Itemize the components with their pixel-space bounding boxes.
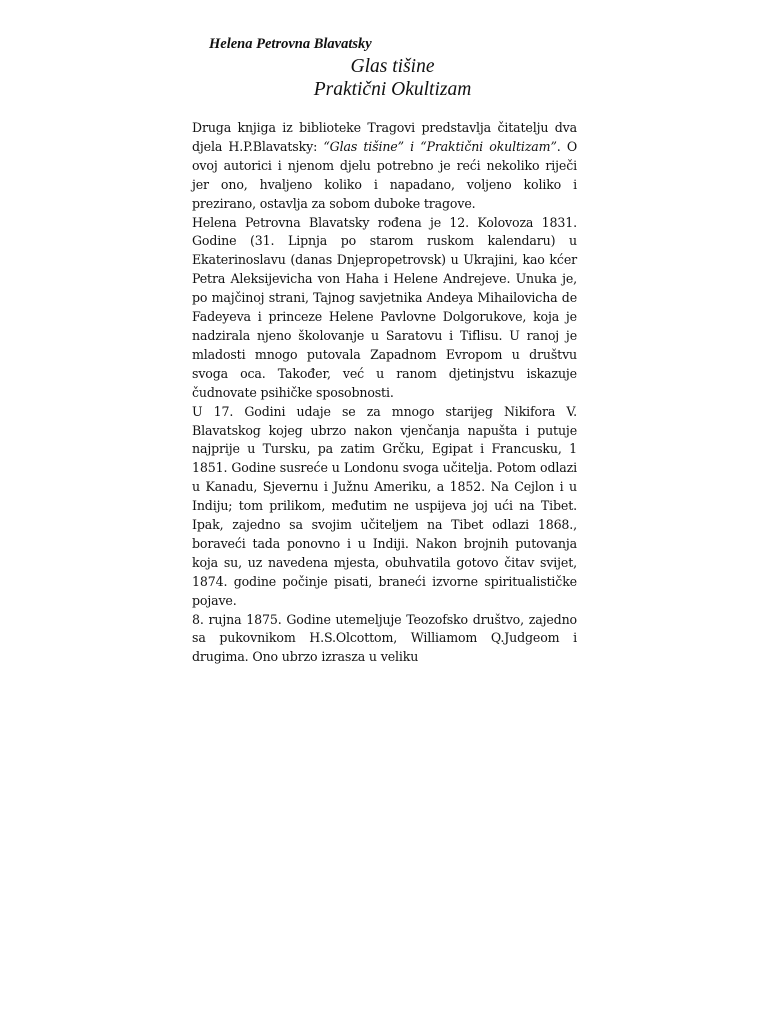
paragraph-4: 8. rujna 1875. Godine utemeljuje Teozofsko društvo, zajedno sa pukovnikom H.S.Olcottom, Williamom Q.Judgeom i drugima. Ono ubrzo izrasza u veliku: [192, 611, 577, 665]
title-line-2: Praktični Okultizam: [313, 79, 472, 100]
book-title: [190, 55, 595, 101]
conjunction: i: [403, 138, 421, 154]
quoted-title-2: “Praktični okultizam”: [420, 138, 557, 154]
paragraph-1-rest: . O ovoj autorici i njenom djelu potrebno je reći nekoliko riječi jer ono, hvaljeno koliko i napadano, voljeno koliko i prezirano, ostavlja za sobom duboke tragove.: [192, 138, 577, 211]
body-text: [192, 119, 577, 667]
paragraph-1-intro: Druga knjiga iz biblioteke Tragovi predstavlja čitatelju dva djela H.P.Blavatsky:: [192, 120, 577, 154]
author-name: Helena Petrovna Blavatsky: [209, 36, 372, 52]
title-line-1: Glas tišine: [350, 56, 435, 77]
paragraph-3: U 17. Godini udaje se za mnogo starijeg Nikifora V. Blavatskog kojeg ubrzo nakon vjenčanja napušta i putuje najprije u Tursku, pa zatim Grčku, Egipat i Francusku, 1 1851. Godine susreće u Londonu svoga učitelja. Potom odlazi u Kanadu, Sjevernu i Južnu Ameriku, a 1852. Na Cejlon i u Indiju; tom prilikom, međutim ne uspijeva joj ući na Tibet. Ipak, zajedno sa svojim učiteljem na Tibet odlazi 1868., boraveći tada ponovno i u Indiji. Nakon brojnih putovanja koja su, uz navedena mjesta, obuhvatila gotovo čitav svijet, 1874. godine počinje pisati, braneći izvorne spiritualističke pojave.: [192, 403, 577, 608]
quoted-title-1: “Glas tišine”: [323, 138, 404, 154]
paragraph-1: [192, 119, 577, 214]
paragraph-2: Helena Petrovna Blavatsky rođena je 12. Kolovoza 1831. Godine (31. Lipnja po starom ruskom kalendaru) u Ekaterinoslavu (danas Dnjepropetrovsk) u Ukrajini, kao kćer Petra Aleksijevicha von Haha i Helene Andrejeve. Unuka je, po majčinoj strani, Tajnog savjetnika Andeya Mihailovicha de Fadeyeva i princeze Helene Pavlovne Dolgorukove, koja je nadzirala njeno školovanje u Saratovu i Tiflisu. U ranoj je mladosti mnogo putovala Zapadnom Evropom u društvu svoga oca. Također, već u ranom djetinjstvu iskazuje čudnovate psihičke sposobnosti.: [192, 214, 577, 400]
